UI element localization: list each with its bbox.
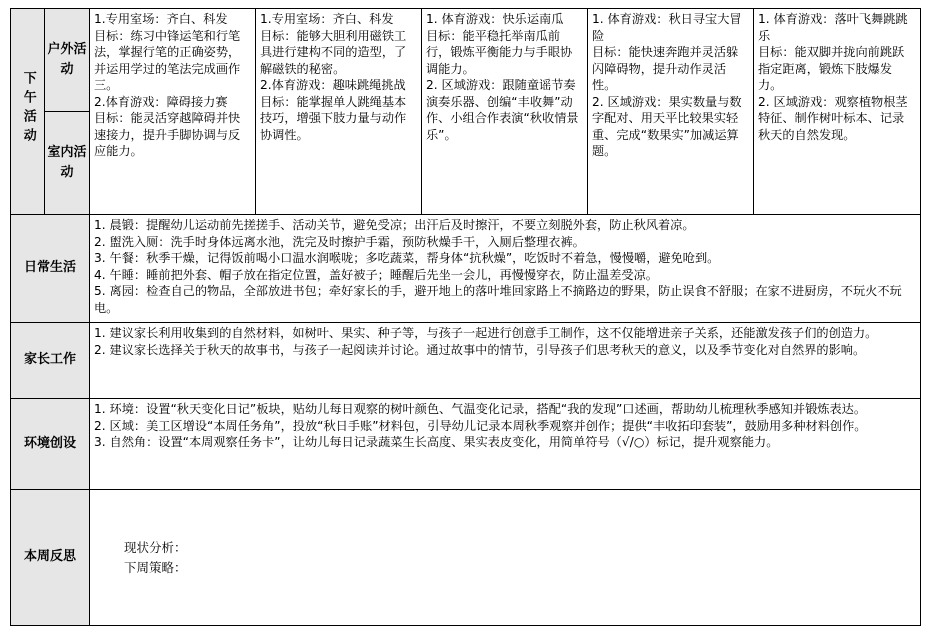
reflection-content[interactable] (90, 490, 921, 626)
day-cell-4: 1. 体育游戏：秋日寻宝大冒险 目标：能快速奔跑并灵活躲闪障碍物，提升动作灵活性。 2. 区域游戏：果实数量与数字配对、用天平比较果实轻重、完成“数果实”加减运算题。 (588, 9, 754, 215)
day-cell-5: 1. 体育游戏：落叶飞舞跳跳乐 目标：能双脚并拢向前跳跃指定距离，锻炼下肢爆发力。 2. 区域游戏：观察植物根茎特征、制作树叶标本、记录秋天的自然发现。 (754, 9, 921, 215)
parent-work-label: 家长工作 (11, 323, 90, 399)
indoor-label: 室内活动 (45, 112, 90, 215)
afternoon-section-label: 下午活动 (11, 9, 45, 215)
day-cell-2: 1.专用室场：齐白、科发 目标：能够大胆利用磁铁工具进行建构不同的造型，了解磁铁的秘密。 2.体育游戏：趣味跳绳挑战 目标：能掌握单人跳绳基本技巧，增强下肢力量与动作协调性。 (256, 9, 422, 215)
environment-label: 环境创设 (11, 399, 90, 490)
day-cell-3: 1. 体育游戏：快乐运南瓜 目标：能平稳托举南瓜前行，锻炼平衡能力与手眼协调能力。 2. 区域游戏：跟随童谣节奏演奏乐器、创编“丰收舞”动作、小组合作表演“秋收情景乐”。 (422, 9, 588, 215)
weekly-plan-table (10, 8, 920, 630)
reflection-label: 本周反思 (11, 490, 90, 626)
status-analysis-label: 现状分析： (124, 539, 187, 555)
environment-content: 1. 环境：设置“秋天变化日记”板块，贴幼儿每日观察的树叶颜色、气温变化记录，搭配“我的发现”口述画，帮助幼儿梳理秋季感知并锻炼表达。 2. 区域：美工区增设“本周任务角”，投放“秋日手账”材料包，引导幼儿记录本周秋季观察并创作；提供“丰收拓印套装”，鼓励用多种材料创作。 3. 自然角：设置“本周观察任务卡”，让幼儿每日记录蔬菜生长高度、果实表皮变化，用简单符号（√/○）标记，提升观察能力。 (90, 399, 921, 490)
daily-life-label: 日常生活 (11, 215, 90, 323)
next-week-strategy-label: 下周策略： (124, 559, 187, 575)
day-cell-1: 1.专用室场：齐白、科发 目标：练习中锋运笔和行笔法，掌握行笔的正确姿势，并运用学过的笔法完成画作三。 2.体育游戏：障碍接力赛 目标：能灵活穿越障碍并快速接力，提升手脚协调与反应能力。 (90, 9, 256, 215)
outdoor-label: 户外活动 (45, 9, 90, 112)
daily-life-content: 1. 晨锻：提醒幼儿运动前先搓搓手、活动关节，避免受凉；出汗后及时擦汗，不要立刻脱外套，防止秋风着凉。 2. 盥洗入厕：洗手时身体远离水池，洗完及时擦护手霜，预防秋燥手干，入厕后整理衣裤。 3. 午餐：秋季干燥，记得饭前喝小口温水润喉咙；多吃蔬菜，帮身体“抗秋燥”，吃饭时不着急，慢慢嚼，避免呛到。 4. 午睡：睡前把外套、帽子放在指定位置，盖好被子；睡醒后先坐一会儿，再慢慢穿衣，防止温差受凉。 5. 离园：检查自己的物品，全部放进书包；牵好家长的手，避开地上的落叶堆回家路上不摘路边的野果，防止误食不舒服；在家不进厨房，不玩火不玩电。 (90, 215, 921, 323)
parent-work-content: 1. 建议家长利用收集到的自然材料，如树叶、果实、种子等，与孩子一起进行创意手工制作，这不仅能增进亲子关系，还能激发孩子们的创造力。 2. 建议家长选择关于秋天的故事书，与孩子一起阅读并讨论。通过故事中的情节，引导孩子们思考秋天的意义，以及季节变化对自然界的影响。 (90, 323, 921, 399)
